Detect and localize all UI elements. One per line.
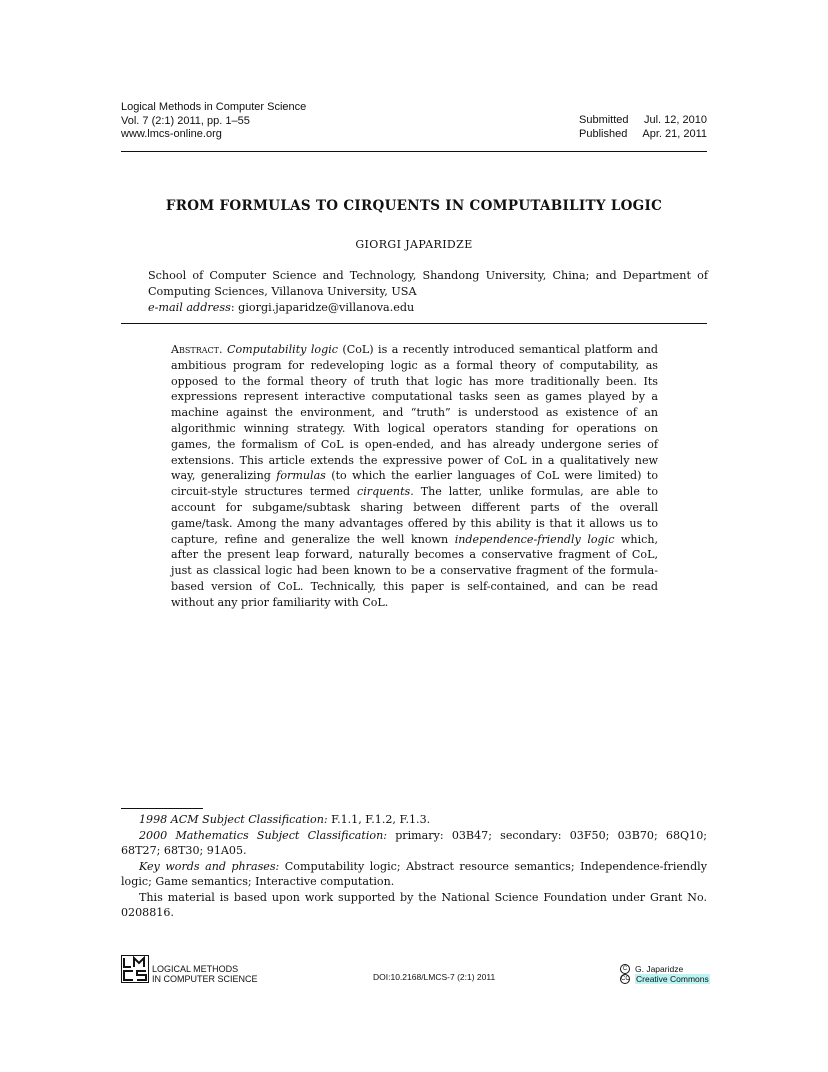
acm-label: 1998 ACM Subject Classification: [139,813,328,826]
abstract-text-4: which, after the present leap forward, naturally becomes a conservative fragment of CoL, just as classical logic had been known to be a conservative fragment of the formula-based version of CoL. Technically, this paper is self-contained, and can be read without any prior familiarity with CoL. [171,532,658,609]
acm-classification [121,812,707,828]
lmcs-logo-icon [121,955,149,983]
funding-note: This material is based upon work supported by the National Science Foundation under Grant No. 0208816. [121,890,707,919]
paper-title: FROM FORMULAS TO CIRQUENTS IN COMPUTABILITY LOGIC [165,198,663,214]
abstract-label: Abstract. [171,343,223,356]
msc-codes: primary: 03B47; secondary: 03F50; 03B70; 68Q10; 68T27; 68T30; 91A05. [121,828,707,857]
abstract-em-3: cirquents [357,485,411,499]
header-divider [121,151,707,152]
journal-name: Logical Methods in Computer Science [121,101,307,113]
doi[interactable]: DOI:10.2168/LMCS-7 (2:1) 2011 [373,972,496,982]
acm-codes: F.1.1, F.1.2, F.1.3. [327,813,431,826]
email-label: e-mail address [148,301,231,314]
published-date: Apr. 21, 2011 [642,127,707,140]
abstract-text-3: . The latter, unlike formulas, are able to account for subgame/subtask sharing between different parts of the overall game/task. Among the many advantages offered by this ability is that it allows us to capture, refine and generalize the well known [171,485,658,546]
msc-label: 2000 Mathematics Subject Classification: [139,828,387,842]
submission-dates [579,114,707,141]
journal-header [121,101,306,142]
affiliation-text: School of Computer Science and Technology, Shandong University, China; and Department of Computing Sciences, Villanova University, USA [148,269,708,298]
logo-line-1: LOGICAL METHODS [152,964,239,974]
published-label: Published [579,127,628,140]
msc-classification [121,828,707,859]
abstract-em-1: Computability logic [226,343,338,356]
abstract-em-4: independence-friendly logic [454,532,615,546]
creative-commons-link[interactable]: Creative Commons [636,974,709,984]
abstract-text-2: (to which the earlier languages of CoL were limited) to circuit-style structures termed [171,469,659,499]
abstract-text-1: (CoL) is a recently introduced semantical platform and ambitious program for redeveloping logic as a formal theory of computability, as opposed to the formal theory of truth that logic has more traditionally been. Its expressions represent interactive computational tasks seen as games played by a machine against the environment, and “truth” is understood as existence of an algorithmic winning strategy. With logical operators standing for operations on games, the formalism of CoL is open-ended, and has already undergone series of extensions. This article extends the expressive power of CoL in a qualitatively new way, generalizing [171,343,658,483]
submitted-date: Jul. 12, 2010 [644,114,707,126]
journal-volume: Vol. 7 (2:1) 2011, pp. 1–55 [121,114,250,127]
creative-commons-icon: CC [621,976,630,982]
license-block [620,964,710,984]
abstract-em-2: formulas [276,469,326,483]
abstract [171,342,658,611]
logo-line-2: IN COMPUTER SCIENCE [152,973,258,984]
copyright-icon: C [620,964,630,974]
journal-website[interactable]: www.lmcs-online.org [121,128,222,140]
author-name: GIORGI JAPARIDZE [355,238,473,251]
submitted-label: Submitted [579,114,629,126]
keywords-label: Key words and phrases: [139,859,280,873]
keywords [121,859,707,890]
lmcs-logo-text [152,965,258,984]
footnote-divider [121,808,203,809]
author-email[interactable]: giorgi.japaridze@villanova.edu [238,301,415,314]
footnotes [121,812,707,921]
keywords-list: Computability logic; Abstract resource semantics; Independence-friendly logic; Game semantics; Interactive computation. [121,859,707,888]
affiliation-divider [121,323,707,324]
copyright-holder: G. Japaridze [635,964,684,974]
author-affiliation: School of Computer Science and Technology, Shandong University, China; and Department of Computing Sciences, Villanova University, USA e-mail address: giorgi.japaridze@villanova.edu [148,269,708,314]
